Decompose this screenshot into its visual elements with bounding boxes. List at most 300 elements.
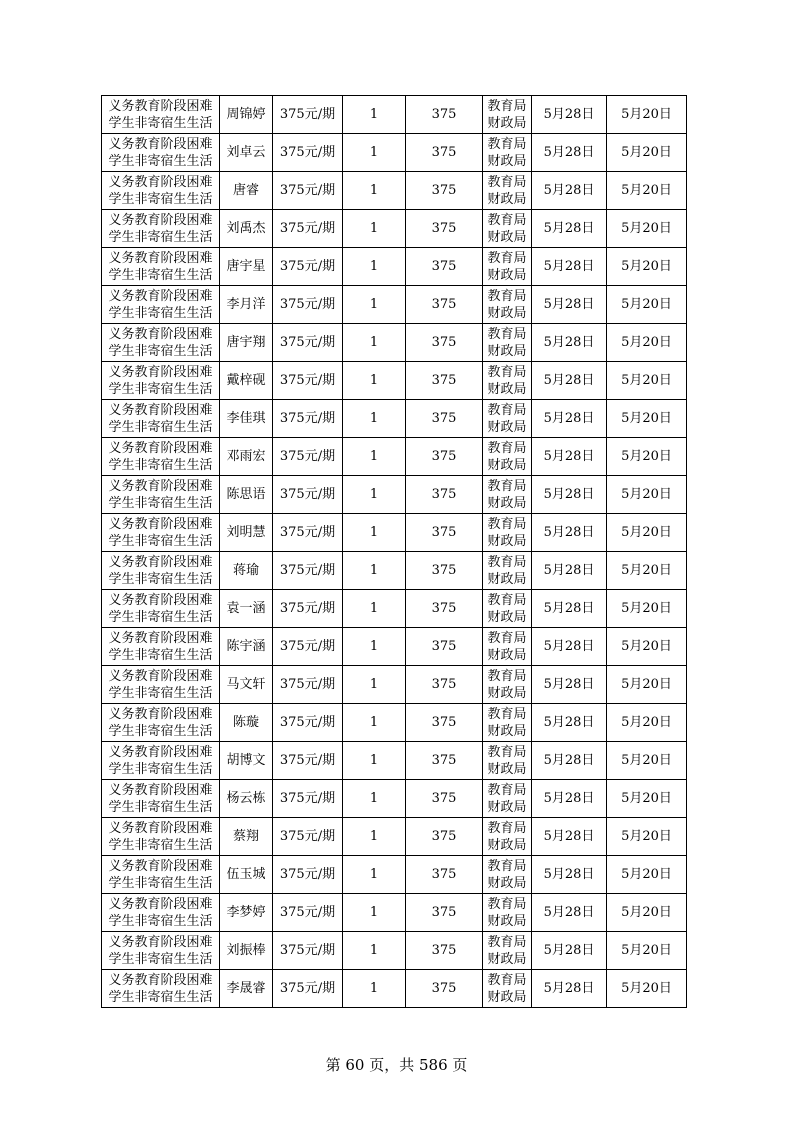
- project-cell-text: 义务教育阶段困难: [108, 402, 213, 418]
- department-cell-text: 教育局: [487, 136, 527, 152]
- student-name-cell: [220, 970, 273, 1008]
- project-cell: [102, 172, 220, 210]
- table-row: [102, 172, 687, 210]
- table-row: [102, 932, 687, 970]
- count-cell: [343, 894, 406, 932]
- date1-cell: [532, 818, 607, 856]
- department-cell-text: 财政局: [487, 381, 527, 397]
- amount-cell-text: 375: [431, 790, 457, 806]
- project-cell-text: 义务教育阶段困难: [108, 98, 213, 114]
- amount-cell: [406, 96, 483, 134]
- date1-cell-text: 5月28日: [543, 448, 595, 464]
- project-cell: [102, 970, 220, 1008]
- date1-cell: [532, 362, 607, 400]
- count-cell-text: 1: [369, 296, 379, 312]
- student-name-cell: [220, 780, 273, 818]
- date2-cell-text: 5月20日: [621, 182, 672, 198]
- date2-cell: [607, 894, 687, 932]
- department-cell: [483, 742, 532, 780]
- count-cell: [343, 400, 406, 438]
- department-cell: [483, 248, 532, 286]
- project-cell: [102, 856, 220, 894]
- department-cell-text: 财政局: [487, 305, 527, 321]
- student-name-cell: [220, 514, 273, 552]
- table-row: [102, 970, 687, 1008]
- standard-cell-text: 375元/期: [279, 182, 336, 198]
- date1-cell-text: 5月28日: [543, 638, 595, 654]
- date2-cell-text: 5月20日: [621, 714, 672, 730]
- student-name-cell-text: 李梦婷: [226, 904, 266, 920]
- amount-cell: [406, 552, 483, 590]
- amount-cell: [406, 210, 483, 248]
- amount-cell-text: 375: [431, 562, 457, 578]
- count-cell-text: 1: [369, 866, 379, 882]
- date1-cell: [532, 666, 607, 704]
- department-cell-text: 财政局: [487, 229, 527, 245]
- department-cell: [483, 324, 532, 362]
- count-cell: [343, 590, 406, 628]
- count-cell-text: 1: [369, 144, 379, 160]
- department-cell-text: 财政局: [487, 571, 527, 587]
- table-row: [102, 666, 687, 704]
- amount-cell: [406, 134, 483, 172]
- department-cell-text: 教育局: [487, 364, 527, 380]
- student-name-cell-text: 杨云栋: [226, 790, 266, 806]
- count-cell: [343, 362, 406, 400]
- student-name-cell: [220, 628, 273, 666]
- project-cell-text: 义务教育阶段困难: [108, 288, 213, 304]
- amount-cell-text: 375: [431, 220, 457, 236]
- count-cell-text: 1: [369, 942, 379, 958]
- date2-cell-text: 5月20日: [621, 562, 672, 578]
- standard-cell: [273, 628, 343, 666]
- project-cell-text: 义务教育阶段困难: [108, 364, 213, 380]
- table-row: [102, 742, 687, 780]
- standard-cell: [273, 818, 343, 856]
- date2-cell-text: 5月20日: [621, 144, 672, 160]
- amount-cell-text: 375: [431, 486, 457, 502]
- department-cell: [483, 400, 532, 438]
- student-name-cell-text: 陈宇涵: [226, 638, 266, 654]
- date2-cell-text: 5月20日: [621, 942, 672, 958]
- count-cell-text: 1: [369, 676, 379, 692]
- date1-cell-text: 5月28日: [543, 144, 595, 160]
- date1-cell-text: 5月28日: [543, 980, 595, 996]
- project-cell-text: 学生非寄宿生生活: [108, 305, 213, 321]
- project-cell-text: 学生非寄宿生生活: [108, 609, 213, 625]
- amount-cell: [406, 742, 483, 780]
- student-name-cell-text: 刘振棒: [226, 942, 266, 958]
- date1-cell-text: 5月28日: [543, 486, 595, 502]
- standard-cell: [273, 856, 343, 894]
- project-cell-text: 义务教育阶段困难: [108, 592, 213, 608]
- date2-cell: [607, 362, 687, 400]
- amount-cell-text: 375: [431, 866, 457, 882]
- amount-cell: [406, 628, 483, 666]
- department-cell-text: 教育局: [487, 250, 527, 266]
- amount-cell: [406, 970, 483, 1008]
- date2-cell-text: 5月20日: [621, 980, 672, 996]
- date2-cell-text: 5月20日: [621, 334, 672, 350]
- date2-cell: [607, 932, 687, 970]
- project-cell-text: 学生非寄宿生生活: [108, 381, 213, 397]
- count-cell: [343, 666, 406, 704]
- standard-cell-text: 375元/期: [279, 220, 336, 236]
- date1-cell: [532, 970, 607, 1008]
- date1-cell: [532, 856, 607, 894]
- department-cell-text: 教育局: [487, 706, 527, 722]
- student-name-cell-text: 刘卓云: [226, 144, 266, 160]
- table-row: [102, 628, 687, 666]
- project-cell: [102, 476, 220, 514]
- standard-cell-text: 375元/期: [279, 828, 336, 844]
- student-name-cell-text: 唐宇星: [226, 258, 266, 274]
- department-cell-text: 财政局: [487, 191, 527, 207]
- project-cell: [102, 552, 220, 590]
- count-cell-text: 1: [369, 752, 379, 768]
- table-row: [102, 590, 687, 628]
- date2-cell: [607, 210, 687, 248]
- amount-cell-text: 375: [431, 182, 457, 198]
- project-cell-text: 学生非寄宿生生活: [108, 267, 213, 283]
- student-name-cell: [220, 552, 273, 590]
- amount-cell-text: 375: [431, 980, 457, 996]
- student-name-cell: [220, 476, 273, 514]
- project-cell-text: 学生非寄宿生生活: [108, 875, 213, 891]
- amount-cell-text: 375: [431, 106, 457, 122]
- department-cell-text: 财政局: [487, 647, 527, 663]
- amount-cell-text: 375: [431, 372, 457, 388]
- count-cell: [343, 856, 406, 894]
- student-name-cell-text: 李晟睿: [226, 980, 266, 996]
- count-cell-text: 1: [369, 106, 379, 122]
- department-cell: [483, 628, 532, 666]
- count-cell-text: 1: [369, 790, 379, 806]
- date2-cell-text: 5月20日: [621, 106, 672, 122]
- amount-cell-text: 375: [431, 524, 457, 540]
- count-cell-text: 1: [369, 600, 379, 616]
- student-name-cell-text: 陈思语: [226, 486, 266, 502]
- standard-cell: [273, 780, 343, 818]
- project-cell: [102, 134, 220, 172]
- project-cell: [102, 438, 220, 476]
- project-cell: [102, 210, 220, 248]
- date2-cell-text: 5月20日: [621, 448, 672, 464]
- department-cell-text: 财政局: [487, 609, 527, 625]
- date1-cell-text: 5月28日: [543, 258, 595, 274]
- student-name-cell-text: 袁一涵: [226, 600, 266, 616]
- project-cell: [102, 248, 220, 286]
- standard-cell: [273, 362, 343, 400]
- student-name-cell-text: 马文轩: [226, 676, 266, 692]
- date1-cell: [532, 704, 607, 742]
- amount-cell: [406, 476, 483, 514]
- amount-cell-text: 375: [431, 828, 457, 844]
- table-row: [102, 324, 687, 362]
- count-cell: [343, 704, 406, 742]
- standard-cell-text: 375元/期: [279, 638, 336, 654]
- standard-cell-text: 375元/期: [279, 296, 336, 312]
- standard-cell: [273, 248, 343, 286]
- date2-cell-text: 5月20日: [621, 220, 672, 236]
- amount-cell: [406, 704, 483, 742]
- project-cell-text: 学生非寄宿生生活: [108, 343, 213, 359]
- count-cell-text: 1: [369, 258, 379, 274]
- project-cell: [102, 704, 220, 742]
- student-name-cell-text: 蔡翔: [232, 828, 259, 844]
- department-cell-text: 教育局: [487, 516, 527, 532]
- date2-cell-text: 5月20日: [621, 638, 672, 654]
- date1-cell-text: 5月28日: [543, 828, 595, 844]
- count-cell: [343, 818, 406, 856]
- student-name-cell-text: 周锦婷: [226, 106, 266, 122]
- date1-cell: [532, 438, 607, 476]
- date1-cell-text: 5月28日: [543, 752, 595, 768]
- standard-cell: [273, 172, 343, 210]
- standard-cell: [273, 96, 343, 134]
- date1-cell: [532, 96, 607, 134]
- date2-cell-text: 5月20日: [621, 600, 672, 616]
- student-name-cell: [220, 134, 273, 172]
- date1-cell-text: 5月28日: [543, 562, 595, 578]
- date1-cell-text: 5月28日: [543, 106, 595, 122]
- standard-cell: [273, 742, 343, 780]
- project-cell: [102, 324, 220, 362]
- department-cell-text: 教育局: [487, 554, 527, 570]
- amount-cell: [406, 362, 483, 400]
- count-cell: [343, 932, 406, 970]
- amount-cell: [406, 932, 483, 970]
- date2-cell-text: 5月20日: [621, 296, 672, 312]
- date1-cell-text: 5月28日: [543, 790, 595, 806]
- student-name-cell: [220, 362, 273, 400]
- standard-cell: [273, 514, 343, 552]
- student-name-cell-text: 唐睿: [232, 182, 259, 198]
- standard-cell-text: 375元/期: [279, 676, 336, 692]
- standard-cell: [273, 666, 343, 704]
- date1-cell-text: 5月28日: [543, 676, 595, 692]
- student-name-cell: [220, 438, 273, 476]
- count-cell-text: 1: [369, 410, 379, 426]
- project-cell: [102, 932, 220, 970]
- department-cell: [483, 286, 532, 324]
- standard-cell-text: 375元/期: [279, 524, 336, 540]
- amount-cell: [406, 818, 483, 856]
- date2-cell-text: 5月20日: [621, 258, 672, 274]
- count-cell-text: 1: [369, 714, 379, 730]
- department-cell: [483, 856, 532, 894]
- student-name-cell: [220, 742, 273, 780]
- count-cell-text: 1: [369, 904, 379, 920]
- table-row: [102, 894, 687, 932]
- count-cell: [343, 134, 406, 172]
- count-cell: [343, 780, 406, 818]
- department-cell-text: 财政局: [487, 457, 527, 473]
- date2-cell: [607, 286, 687, 324]
- date1-cell: [532, 210, 607, 248]
- date1-cell: [532, 324, 607, 362]
- student-name-cell: [220, 932, 273, 970]
- date2-cell: [607, 476, 687, 514]
- date2-cell: [607, 552, 687, 590]
- student-name-cell: [220, 856, 273, 894]
- department-cell: [483, 438, 532, 476]
- amount-cell: [406, 856, 483, 894]
- table-row: [102, 248, 687, 286]
- department-cell-text: 教育局: [487, 440, 527, 456]
- date1-cell-text: 5月28日: [543, 942, 595, 958]
- date1-cell: [532, 248, 607, 286]
- standard-cell-text: 375元/期: [279, 106, 336, 122]
- department-cell-text: 教育局: [487, 98, 527, 114]
- count-cell: [343, 248, 406, 286]
- standard-cell-text: 375元/期: [279, 334, 336, 350]
- department-cell: [483, 704, 532, 742]
- department-cell: [483, 96, 532, 134]
- project-cell-text: 义务教育阶段困难: [108, 820, 213, 836]
- date2-cell: [607, 400, 687, 438]
- date2-cell: [607, 780, 687, 818]
- date2-cell: [607, 172, 687, 210]
- standard-cell: [273, 134, 343, 172]
- project-cell-text: 学生非寄宿生生活: [108, 153, 213, 169]
- department-cell: [483, 970, 532, 1008]
- student-name-cell: [220, 210, 273, 248]
- date2-cell: [607, 590, 687, 628]
- project-cell-text: 义务教育阶段困难: [108, 478, 213, 494]
- project-cell-text: 义务教育阶段困难: [108, 668, 213, 684]
- project-cell: [102, 780, 220, 818]
- standard-cell-text: 375元/期: [279, 790, 336, 806]
- date1-cell-text: 5月28日: [543, 524, 595, 540]
- project-cell-text: 义务教育阶段困难: [108, 630, 213, 646]
- department-cell: [483, 476, 532, 514]
- project-cell: [102, 742, 220, 780]
- project-cell-text: 义务教育阶段困难: [108, 706, 213, 722]
- table-row: [102, 476, 687, 514]
- project-cell-text: 学生非寄宿生生活: [108, 191, 213, 207]
- table-row: [102, 134, 687, 172]
- count-cell-text: 1: [369, 524, 379, 540]
- department-cell-text: 教育局: [487, 630, 527, 646]
- department-cell: [483, 552, 532, 590]
- table-row: [102, 818, 687, 856]
- date1-cell: [532, 628, 607, 666]
- amount-cell: [406, 438, 483, 476]
- count-cell-text: 1: [369, 182, 379, 198]
- page-footer: 第 60 页，共 586 页: [325, 1056, 468, 1074]
- date1-cell: [532, 514, 607, 552]
- student-name-cell-text: 蒋瑜: [232, 562, 259, 578]
- table-body: [102, 96, 687, 1008]
- table-row: [102, 286, 687, 324]
- date2-cell-text: 5月20日: [621, 752, 672, 768]
- student-name-cell: [220, 400, 273, 438]
- date2-cell: [607, 134, 687, 172]
- amount-cell-text: 375: [431, 600, 457, 616]
- table-row: [102, 856, 687, 894]
- department-cell-text: 教育局: [487, 402, 527, 418]
- student-name-cell-text: 李月洋: [226, 296, 266, 312]
- count-cell: [343, 96, 406, 134]
- standard-cell: [273, 438, 343, 476]
- project-cell-text: 学生非寄宿生生活: [108, 571, 213, 587]
- student-name-cell: [220, 172, 273, 210]
- project-cell: [102, 628, 220, 666]
- count-cell-text: 1: [369, 372, 379, 388]
- project-cell-text: 义务教育阶段困难: [108, 972, 213, 988]
- standard-cell: [273, 894, 343, 932]
- department-cell-text: 教育局: [487, 782, 527, 798]
- project-cell: [102, 286, 220, 324]
- department-cell-text: 财政局: [487, 685, 527, 701]
- count-cell: [343, 628, 406, 666]
- date1-cell: [532, 552, 607, 590]
- student-name-cell-text: 戴梓砚: [226, 372, 266, 388]
- count-cell: [343, 286, 406, 324]
- standard-cell-text: 375元/期: [279, 904, 336, 920]
- date1-cell: [532, 400, 607, 438]
- amount-cell-text: 375: [431, 410, 457, 426]
- date2-cell-text: 5月20日: [621, 676, 672, 692]
- department-cell-text: 财政局: [487, 115, 527, 131]
- date2-cell: [607, 666, 687, 704]
- department-cell: [483, 172, 532, 210]
- date2-cell-text: 5月20日: [621, 790, 672, 806]
- amount-cell: [406, 894, 483, 932]
- date2-cell-text: 5月20日: [621, 410, 672, 426]
- count-cell: [343, 476, 406, 514]
- count-cell: [343, 324, 406, 362]
- project-cell-text: 义务教育阶段困难: [108, 744, 213, 760]
- table-row: [102, 96, 687, 134]
- date1-cell-text: 5月28日: [543, 372, 595, 388]
- project-cell-text: 学生非寄宿生生活: [108, 647, 213, 663]
- date1-cell: [532, 894, 607, 932]
- standard-cell: [273, 552, 343, 590]
- standard-cell-text: 375元/期: [279, 562, 336, 578]
- table-row: [102, 362, 687, 400]
- date2-cell: [607, 96, 687, 134]
- amount-cell-text: 375: [431, 942, 457, 958]
- department-cell: [483, 514, 532, 552]
- department-cell-text: 财政局: [487, 951, 527, 967]
- project-cell-text: 学生非寄宿生生活: [108, 685, 213, 701]
- amount-cell-text: 375: [431, 258, 457, 274]
- department-cell: [483, 362, 532, 400]
- amount-cell: [406, 324, 483, 362]
- project-cell-text: 学生非寄宿生生活: [108, 495, 213, 511]
- amount-cell-text: 375: [431, 714, 457, 730]
- amount-cell-text: 375: [431, 334, 457, 350]
- project-cell-text: 义务教育阶段困难: [108, 782, 213, 798]
- standard-cell: [273, 400, 343, 438]
- department-cell: [483, 894, 532, 932]
- date1-cell: [532, 590, 607, 628]
- student-name-cell: [220, 894, 273, 932]
- amount-cell-text: 375: [431, 144, 457, 160]
- student-name-cell-text: 刘禹杰: [226, 220, 266, 236]
- standard-cell-text: 375元/期: [279, 752, 336, 768]
- date2-cell: [607, 970, 687, 1008]
- project-cell: [102, 818, 220, 856]
- project-cell-text: 义务教育阶段困难: [108, 136, 213, 152]
- student-name-cell: [220, 818, 273, 856]
- amount-cell: [406, 400, 483, 438]
- student-name-cell-text: 唐宇翔: [226, 334, 266, 350]
- project-cell-text: 学生非寄宿生生活: [108, 913, 213, 929]
- student-name-cell: [220, 286, 273, 324]
